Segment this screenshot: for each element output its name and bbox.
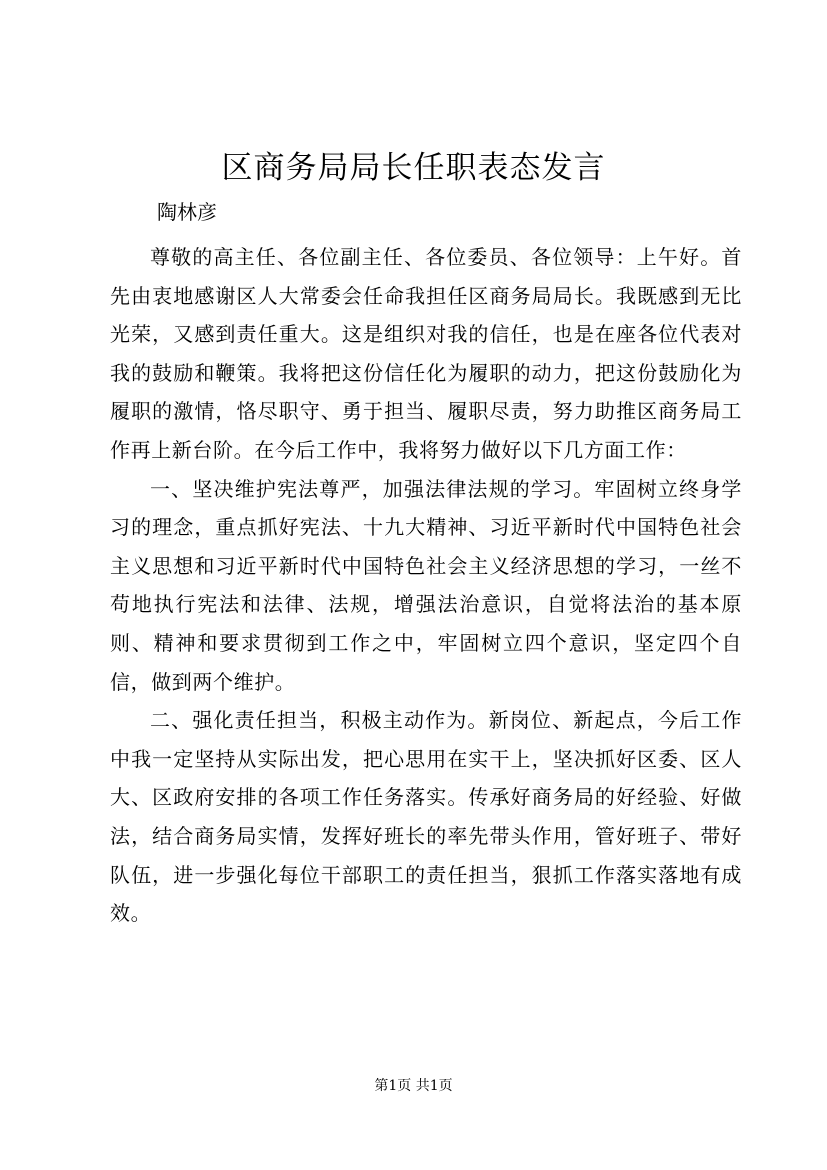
document-title: 区商务局局长任职表态发言 bbox=[221, 150, 606, 186]
document-body bbox=[110, 238, 742, 933]
page-footer: 第1页 共1页 bbox=[374, 1078, 453, 1094]
author-name: 陶林彦 bbox=[157, 200, 217, 224]
paragraph-section-one: 一、坚决维护宪法尊严，加强法律法规的学习。牢固树立终身学习的理念，重点抓好宪法、十九大精神、习近平新时代中国特色社会主义思想和习近平新时代中国特色社会主义经济思想的学习，一丝不苟地执行宪法和法律、法规，增强法治意识，自觉将法治的基本原则、精神和要求贯彻到工作之中，牢固树立四个意识，坚定四个自信，做到两个维护。 bbox=[110, 476, 742, 694]
paragraph-greeting: 尊敬的高主任、各位副主任、各位委员、各位领导：上午好。首先由衷地感谢区人大常委会任命我担任区商务局局长。我既感到无比光荣，又感到责任重大。这是组织对我的信任，也是在座各位代表对我的鼓励和鞭策。我将把这份信任化为履职的动力，把这份鼓励化为履职的激情，恪尽职守、勇于担当、履职尽责，努力助推区商务局工作再上新台阶。在今后工作中，我将努力做好以下几方面工作： bbox=[110, 245, 742, 462]
paragraph-section-two: 二、强化责任担当，积极主动作为。新岗位、新起点，今后工作中我一定坚持从实际出发，把心思用在实干上，坚决抓好区委、区人大、区政府安排的各项工作任务落实。传承好商务局的好经验、好做法，结合商务局实情，发挥好班长的率先带头作用，管好班子、带好队伍，进一步强化每位干部职工的责任担当，狠抓工作落实落地有成效。 bbox=[110, 708, 742, 926]
